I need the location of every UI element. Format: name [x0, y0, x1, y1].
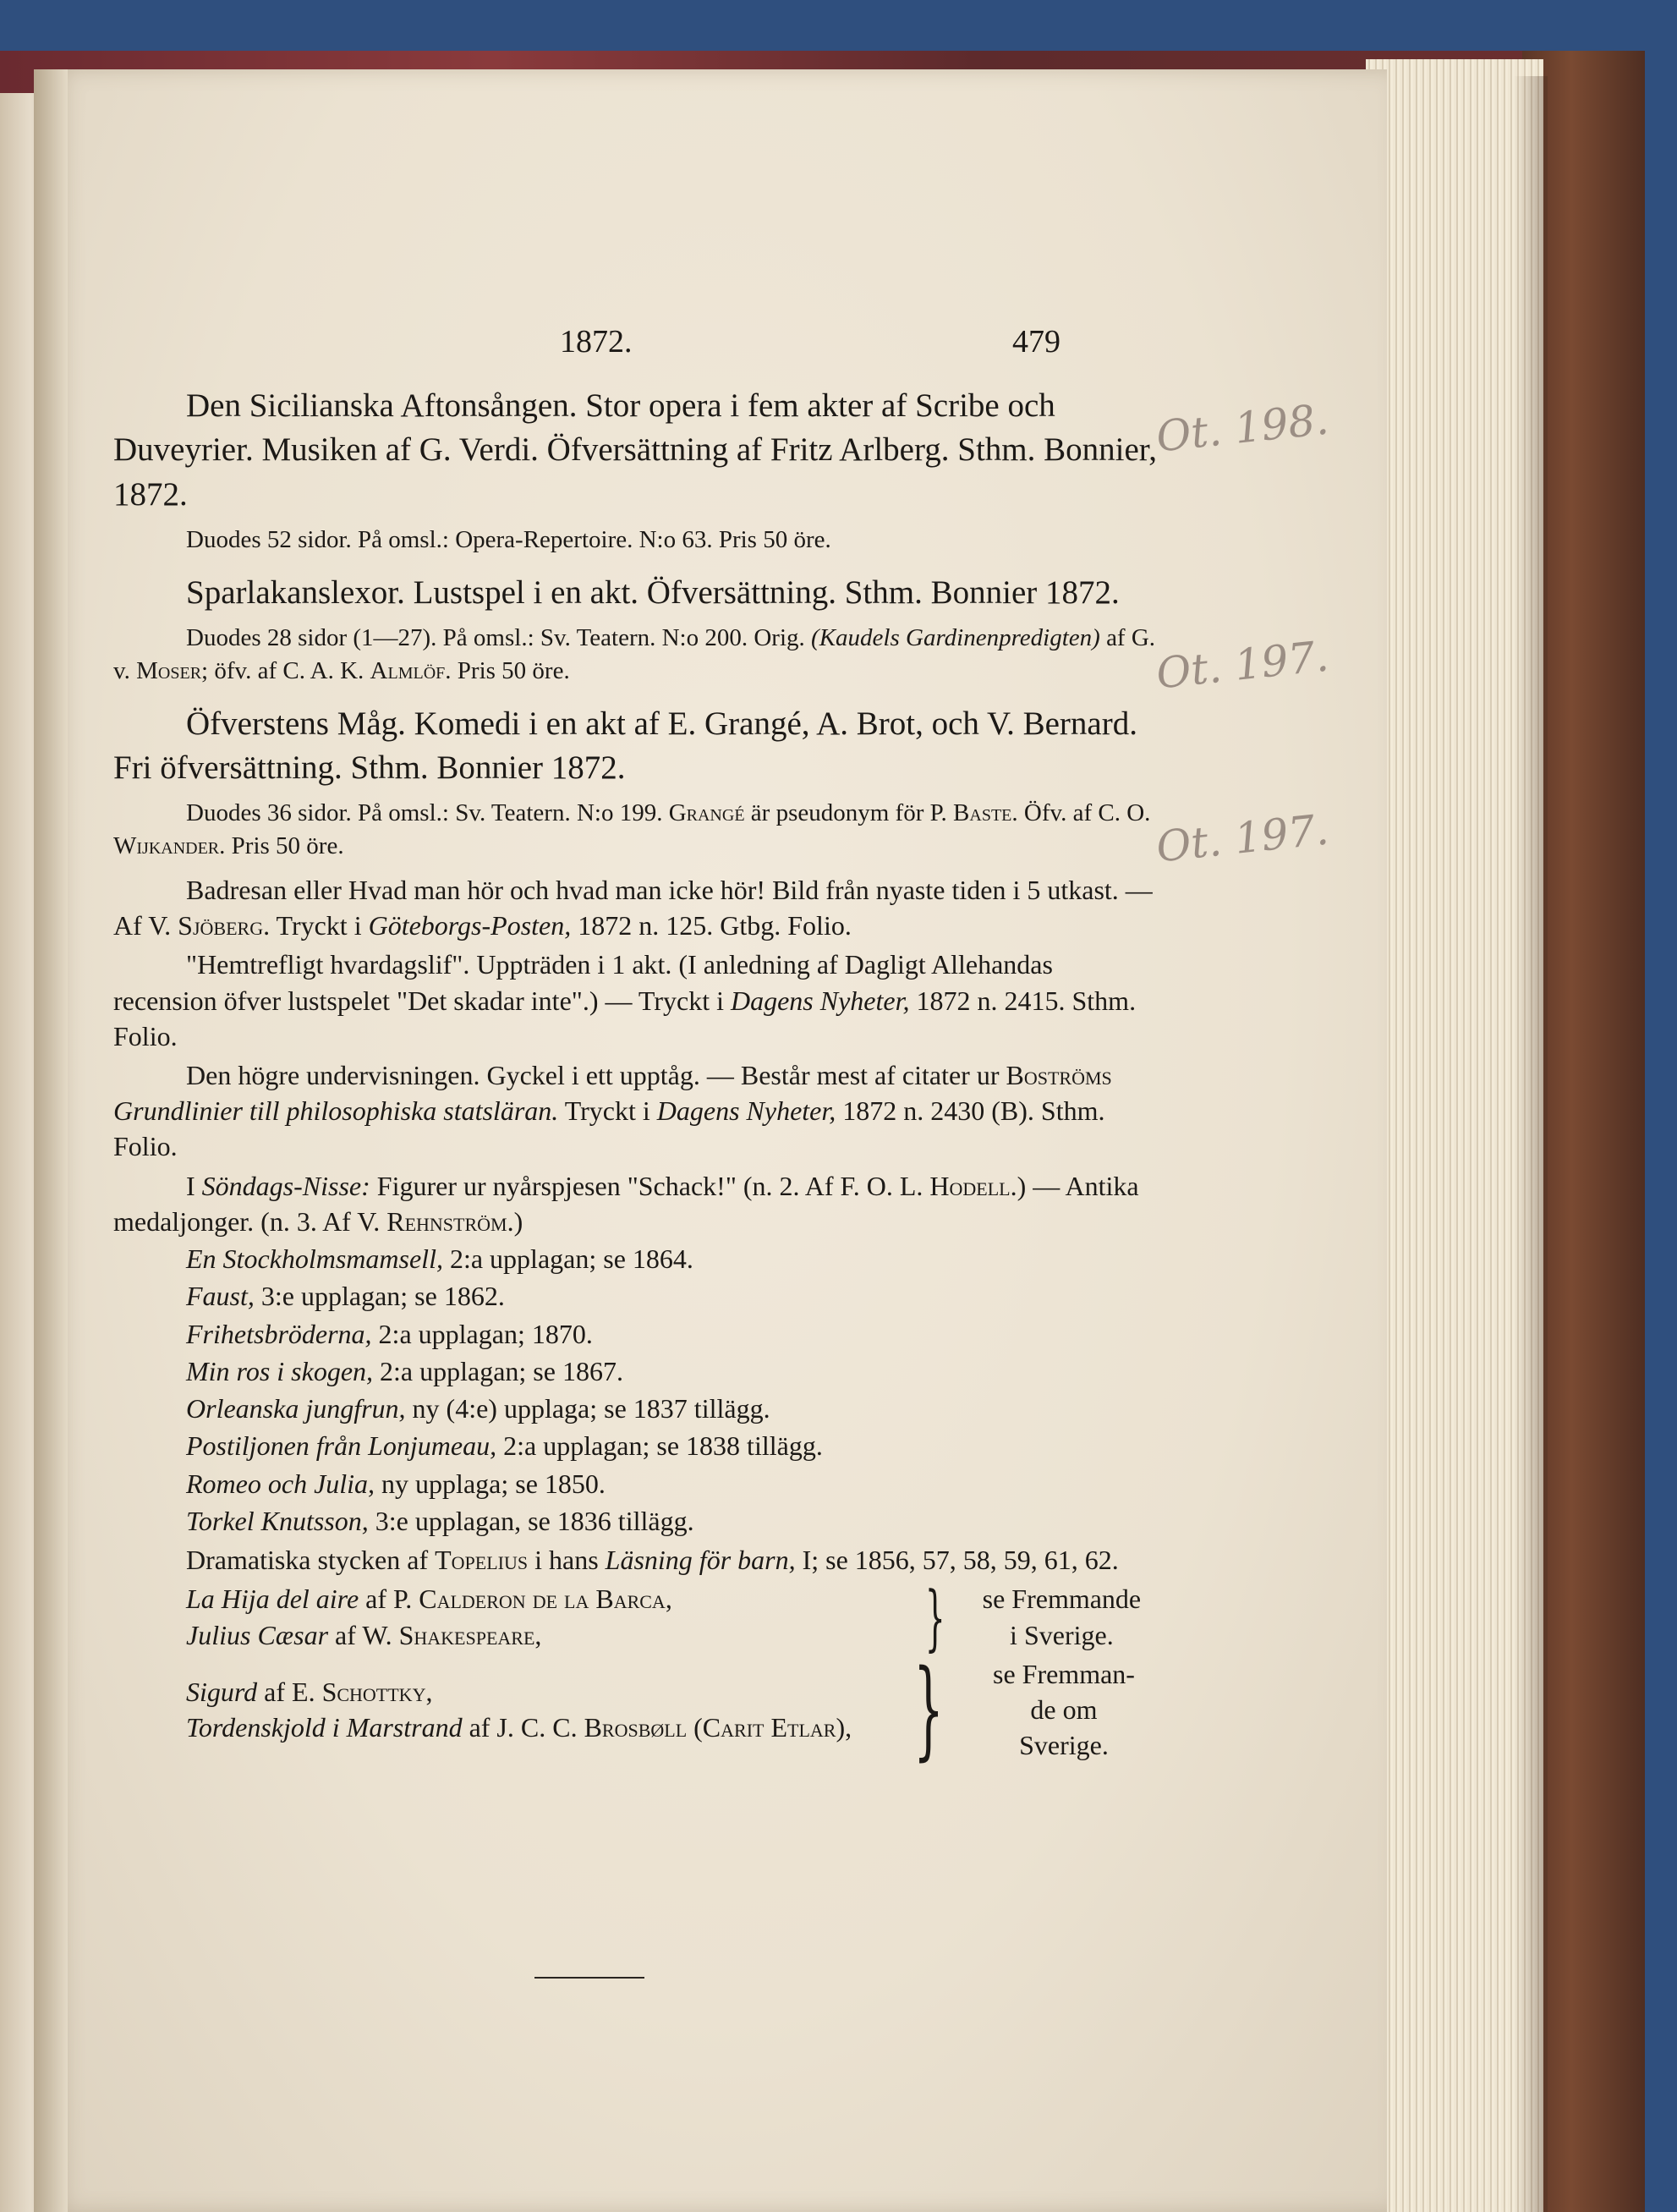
reprint-item: Frihetsbröderna, 2:a upplagan; 1870. [186, 1318, 593, 1349]
page-text [113, 384, 1157, 1772]
list-item: Dramatiska stycken af Topelius i hans Läsning för barn, I; se 1856, 57, 58, 59, 61, 62. [186, 1545, 1119, 1576]
reprint-item: Romeo och Julia, ny upplaga; se 1850. [186, 1468, 606, 1499]
reprint-item: Min ros i skogen, 2:a upplagan; se 1867. [186, 1355, 623, 1386]
group-tag: se Fremman- de om Sverige. [992, 1658, 1135, 1761]
margin-annotation: Ot. 197. [1154, 804, 1331, 872]
group-line: Sigurd af E. Schottky, [186, 1676, 433, 1707]
book-page [52, 69, 1387, 2212]
page-number: 479 [1012, 324, 1060, 360]
reprint-item: Torkel Knutsson, 3:e upplagan, se 1836 tillägg. [186, 1505, 694, 1536]
entry-note: Duodes 52 sidor. På omsl.: Opera-Repertoire. N:o 63. Pris 50 öre. [186, 525, 831, 553]
entry-title: Den Sicilianska Aftonsången. Stor opera i fem akter af Scribe och Duveyrier. Musiken af G. Verdi. Öfversättning af Fritz Arlberg. Sthm. Bonnier, 1872. [113, 387, 1157, 513]
group-line: Tordenskjold i Marstrand af J. C. C. Brosbøll (Carit Etlar), [186, 1712, 852, 1743]
entry-note: Duodes 28 sidor (1—27). På omsl.: Sv. Teatern. N:o 200. Orig. (Kaudels Gardinenpredigten) af G. v. Moser; öfv. af C. A. K. Almlöf. Pris 50 öre. [113, 624, 1156, 684]
list-item: Badresan eller Hvad man hör och hvad man icke hör! Bild från nyaste tiden i 5 utkast. — Af V. Sjöberg. Tryckt i Göteborgs-Posten, 1872 n. 125. Gtbg. Folio. [113, 874, 1153, 941]
list-item: "Hemtrefligt hvardagslif". Uppträden i 1 akt. (I anledning af Dagligt Allehandas recension öfver lustspelet "Det skadar inte".) — Tryckt i Dagens Nyheter, 1872 n. 2415. Sthm. Folio. [113, 949, 1137, 1051]
bracket-group [113, 1647, 1157, 1772]
entry-title: Sparlakanslexor. Lustspel i en akt. Öfversättning. Sthm. Bonnier 1872. [186, 574, 1120, 612]
list-item: Den högre undervisningen. Gyckel i ett upptåg. — Består mest af citater ur Boströms Grundlinier till philosophiska statsläran. Tryckt i Dagens Nyheter, 1872 n. 2430 (B). Sthm. Folio. [113, 1060, 1112, 1162]
reprint-item: En Stockholmsmamsell, 2:a upplagan; se 1864. [186, 1243, 693, 1275]
list-item: I Söndags-Nisse: Figurer ur nyårspjesen "Schack!" (n. 2. Af F. O. L. Hodell.) — Antika medaljonger. (n. 3. Af V. Rehnström.) [113, 1170, 1139, 1237]
group-line: Julius Cæsar af W. Shakespeare, [186, 1619, 542, 1650]
margin-annotation: Ot. 198. [1154, 394, 1331, 462]
brace-icon: } [924, 1575, 946, 1659]
closing-rule [534, 1977, 644, 1979]
brace-icon: } [912, 1647, 944, 1772]
running-head-year: 1872. [560, 324, 633, 360]
reprint-item: Orleanska jungfrun, ny (4:e) upplaga; se 1837 tillägg. [186, 1393, 770, 1424]
reprint-item: Postiljonen från Lonjumeau, 2:a upplagan; se 1838 tillägg. [186, 1430, 823, 1462]
page-gutter [34, 69, 68, 2212]
margin-annotation: Ot. 197. [1154, 631, 1331, 699]
bracket-group [113, 1575, 1157, 1659]
reprint-item: Faust, 3:e upplagan; se 1862. [186, 1281, 505, 1312]
entry-note: Duodes 36 sidor. På omsl.: Sv. Teatern. N:o 199. Grangé är pseudonym för P. Baste. Öfv. af C. O. Wijkander. Pris 50 öre. [113, 799, 1151, 859]
group-tag: se Fremmande i Sverige. [982, 1584, 1142, 1650]
group-line: La Hija del aire af P. Calderon de la Barca, [186, 1584, 672, 1615]
entry-title: Öfverstens Måg. Komedi i en akt af E. Grangé, A. Brot, och V. Bernard. Fri öfversättning. Sthm. Bonnier 1872. [113, 705, 1137, 787]
